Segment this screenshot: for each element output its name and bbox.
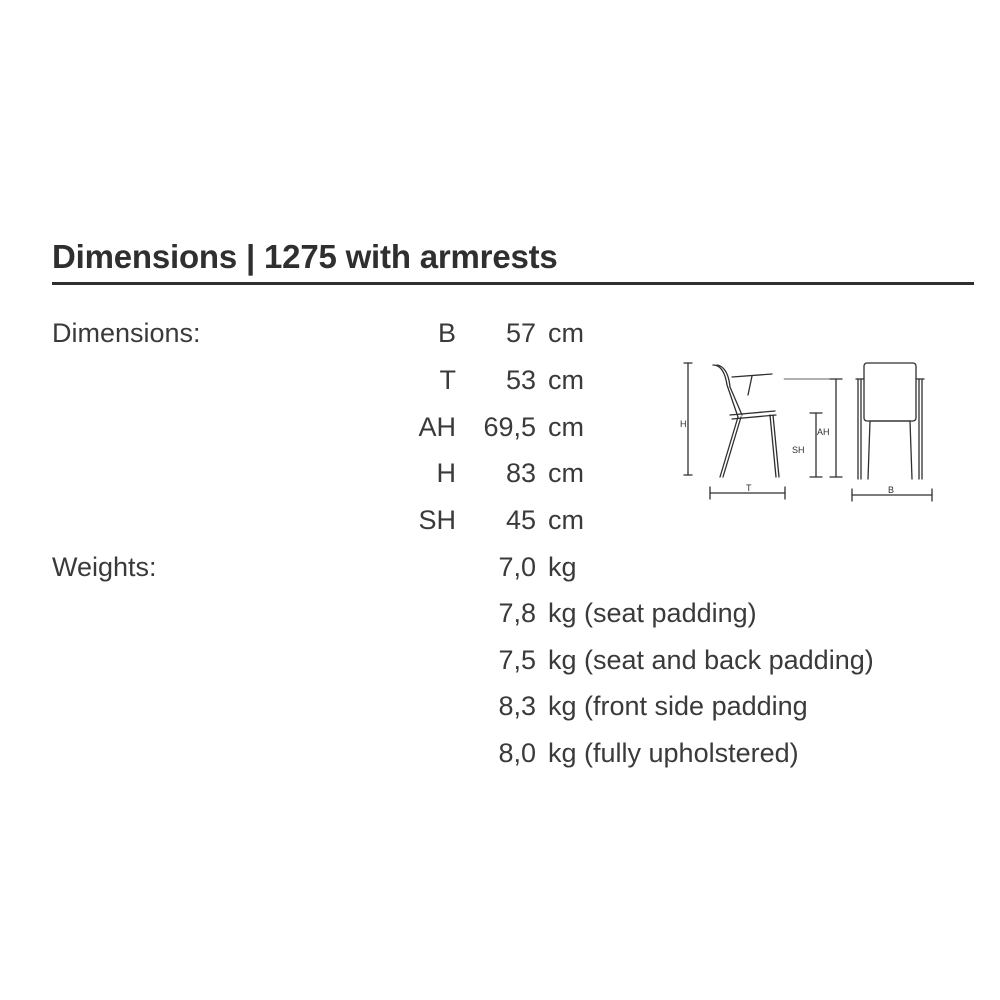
drawing-label-t: T xyxy=(746,483,752,493)
weight-unit: kg xyxy=(548,552,577,582)
dimension-unit: cm xyxy=(548,365,584,395)
weight-value: 7,8 xyxy=(498,598,536,628)
dimension-code: SH xyxy=(418,505,456,535)
drawing-label-h: H xyxy=(680,419,687,429)
weight-value: 8,0 xyxy=(498,738,536,768)
weight-value: 7,5 xyxy=(498,645,536,675)
drawing-label-b: B xyxy=(888,485,895,495)
weight-row xyxy=(0,645,1000,685)
weight-unit: kg (seat and back padding) xyxy=(548,645,874,675)
title-underline xyxy=(52,282,974,285)
dimension-code: T xyxy=(439,365,456,395)
weight-value: 7,0 xyxy=(498,552,536,582)
weight-unit: kg (seat padding) xyxy=(548,598,757,628)
dimension-unit: cm xyxy=(548,318,584,348)
weight-row xyxy=(0,598,1000,638)
dimension-value: 53 xyxy=(505,365,536,395)
dimension-unit: cm xyxy=(548,505,584,535)
dimension-unit: cm xyxy=(548,412,584,442)
dimension-code: AH xyxy=(418,412,456,442)
drawing-label-ah: AH xyxy=(817,427,830,437)
weight-unit: kg (front side padding xyxy=(548,691,808,721)
dimension-code: B xyxy=(437,318,456,348)
page-title: Dimensions | 1275 with armrests xyxy=(52,238,558,275)
chair-dimension-drawing xyxy=(680,355,940,505)
weight-unit: kg (fully upholstered) xyxy=(548,738,799,768)
dimension-value: 57 xyxy=(505,318,536,348)
dimension-row-sh xyxy=(0,505,1000,545)
dimension-value: 83 xyxy=(505,458,536,488)
weight-value: 8,3 xyxy=(498,691,536,721)
dimensions-label: Dimensions: xyxy=(52,318,201,348)
weight-row xyxy=(0,552,1000,592)
weight-row xyxy=(0,691,1000,731)
dimension-value: 45 xyxy=(505,505,536,535)
dimension-row-b xyxy=(0,318,1000,358)
dimension-code: H xyxy=(436,458,456,488)
drawing-label-sh: SH xyxy=(792,445,805,455)
weight-row xyxy=(0,738,1000,778)
dimension-unit: cm xyxy=(548,458,584,488)
weights-label: Weights: xyxy=(52,552,157,582)
dimension-value: 69,5 xyxy=(483,412,536,442)
